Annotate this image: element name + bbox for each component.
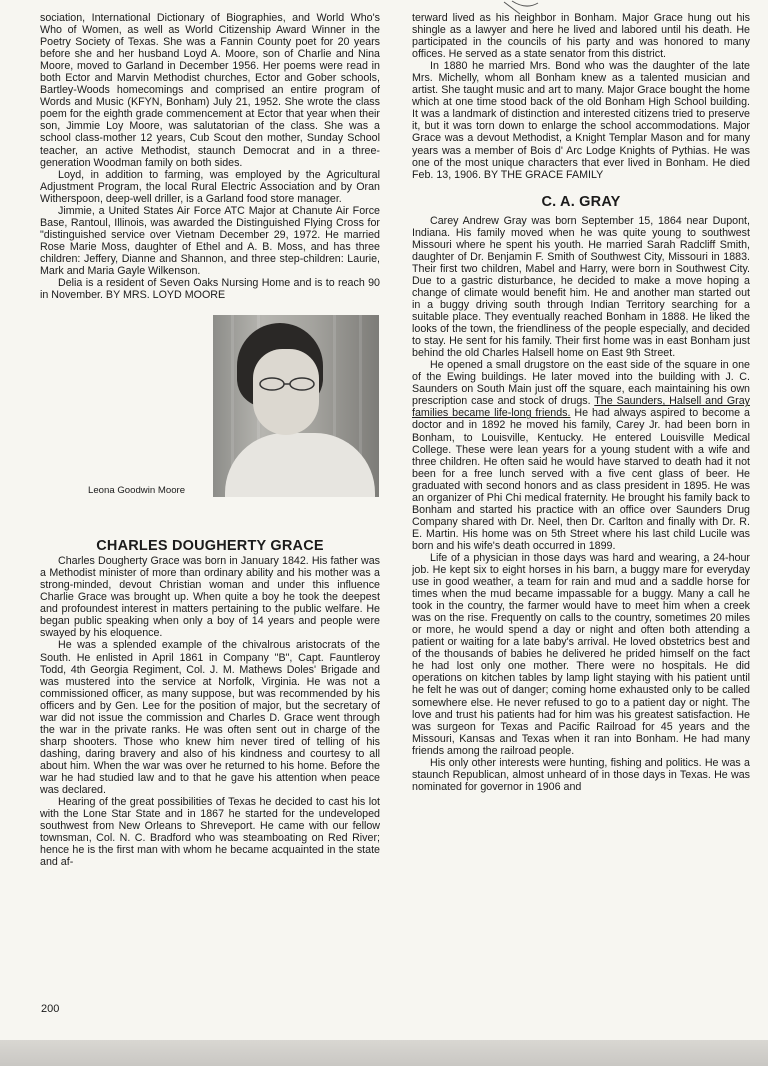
moore-paragraph: sociation, International Dictionary of Biographies, and World Who's Who of Women, as well as World Citizenship Award Winner in the Poetry Society of Texas. She was a Fannin County poet for 20 years before she and her husband Loyd A. Moore, son of Charlie and Nina Moore, moved to Garland in December 1956. Her poems were read in both Ector and Marvin Methodist churches, Ector and Gober schools, Bartley-Woods homecomings and comprised an entire program of Words and Music (KFYN, Bonham) July 21, 1952. She wrote the class poem for the eighth grade commencement at Ector that year when their son, Jimmie Loy Moore, was salutatorian of the class. She was a school class-mother 12 years, Cub Scout den mother, Sunday School teacher, an active Methodist, staunch Democrat and in a three-generation Woodman family on both sides. bbox=[40, 12, 380, 169]
gray-text: He had always aspired to become a doctor and in 1892 he moved his family, Carey Jr. had been born in Bonham, to Louisville, Kentucky. He entered Louisville Medical College. These were lean years for a young student with a wife and three children. He often said he would have starved to death had it not been for a free lunch served with a five cent glass of beer. He graduated with second honors and as class president in 1895. He was an organizer of Phi Chi medical fraternity. He brought his family back to Bonham and started his practice with an office over Saunders Drug Company shared with Dr. Neel, then Dr. Carlton and finally with Dr. R. E. Martin. His home was on 5th Street where his last child Lucile was born and his wife's death occurred in 1899. bbox=[412, 407, 750, 552]
moore-paragraph: Jimmie, a United States Air Force ATC Major at Chanute Air Force Base, Rantoul, Illinois, was awarded the Distinguished Flying Cross for "distinguished service over Vietnam December 29, 1972. He married Rose Marie Moss, daughter of Ethel and A. B. Moss, and has three children: Jeffery, Dianne and Shannon, and three step-children: Laurie, Mark and Maria Gayle Wilkenson. bbox=[40, 204, 380, 277]
page-number: 200 bbox=[41, 1003, 60, 1015]
photo-caption: Leona Goodwin Moore bbox=[88, 485, 186, 497]
portrait-photo bbox=[213, 315, 379, 497]
grace-paragraph: Charles Dougherty Grace was born in January 1842. His father was a Methodist minister of more than ordinary ability and his mother was a strong-minded, devout Christian woman and under this influence Charlie Grace was brought up. When quite a boy he took the deepest and profoundest interest in matters pertaining to the public welfare. He began public speaking when only a boy of 14 years and people were swayed by his eloquence. bbox=[40, 555, 380, 640]
moore-paragraph: Loyd, in addition to farming, was employed by the Agricultural Adjustment Program, the local Rural Electric Association and by Oran Witherspoon, deep-well driller, is a Garland food store manager. bbox=[40, 168, 380, 205]
grace-paragraph: Hearing of the great possibilities of Texas he decided to cast his lot with the Lone Star State and in 1867 he started for the undeveloped southwest from New Orleans to Shreveport. He came with our fellow townsman, Col. N. C. Bradford who was steamboating on Red River; hence he is the first man with whom he became acquainted in the state and af- bbox=[40, 796, 380, 869]
photo-block bbox=[40, 315, 380, 537]
moore-paragraph: Delia is a resident of Seven Oaks Nursing Home and is to reach 90 in November. BY MRS. LOYD MOORE bbox=[40, 277, 380, 302]
grace-paragraph: He was a splended example of the chivalrous aristocrats of the South. He enlisted in April 1861 in Company "B", Capt. Fauntleroy Todd, 4th Georgia Regiment, Col. J. M. Mathews Doles' Brigade and was mustered into the service at Norfolk, Virginia. He was not a commissioned officer, as many suppose, but was recommended by his officers and by Gen. Lee for the position of major, but the secretary of war did not issue the commission and Charles D. Grace went through the war in the private ranks. He was often sent out in charge of the sharp shooters. Those who knew him never tired of telling of his dashing, daring bravery and also of his kindness and courtesy to all about him. When the war was over he returned to his home. Before the war he had studied law and to that he gave his attention when peace was declared. bbox=[40, 639, 380, 797]
right-column bbox=[412, 12, 750, 793]
gray-paragraph: His only other interests were hunting, fishing and politics. He was a staunch Republican, almost unheard of in those days in Texas. He was nominated for governor in 1906 and bbox=[412, 756, 750, 793]
gray-text: He opened a small drugstore on the east side of the square in one of the Ewing buildings. He later moved into the building with J. C. Saunders on South Main just off the square, each maintaining his own prescription case and stock of drugs. bbox=[412, 359, 750, 408]
underlined-text: The Saunders, Halsell and Gray families became life-long friends. bbox=[412, 395, 750, 420]
gray-heading: C. A. GRAY bbox=[541, 193, 621, 210]
grace-paragraph: In 1880 he married Mrs. Bond who was the daughter of the late Mrs. Michelly, whom all Bonham knew as a talented musician and artist. She taught music and art to many. Major Grace bought the home which at one time stood back of the old Bonham High School building. It was a landmark of distinction and interested citizens tried to preserve it, but it was torn down to enlarge the school accommodations. Major Grace was a devout Methodist, a Knight Templar Mason and for many years was a member of Bois d' Arc Lodge Knights of Pythias. He was one of the most unique characters that ever lived in Bonham. He died Feb. 13, 1906. BY THE GRACE FAMILY bbox=[412, 60, 750, 181]
gray-paragraph bbox=[412, 359, 750, 552]
grace-heading: CHARLES DOUGHERTY GRACE bbox=[96, 538, 324, 555]
gray-paragraph: Life of a physician in those days was hard and wearing, a 24-hour job. He kept six to eight horses in his barn, a buggy mare for everyday use in good weather, a team for rain and mud and a saddle horse for times when the mud became impassable for a buggy. Many a call he took in the country, the farmer would have to meet him when a creek was on the rise. Frequently on calls to the country, sometimes 20 miles or more, he would spend a day or night and often both attending a patient or waiting for a late baby's arrival. He loved obstetrics best and of the thousands of babies he delivered he prided himself on the fact he had lost only one mother. There were no hospitals. He did operations on kitchen tables by lamp light staying with his patient until he felt he was out of danger; coming home exhausted only to be called somewhere else. He never refused to go to a patient day or night. The love and trust his patients had for him was his greatest satisfaction. He was surgeon for Texas and Pacific Railroad for 45 years and the Missouri, Kansas and Texas when it ran into Bonham. He had many friends among the railroad people. bbox=[412, 551, 750, 757]
scan-edge bbox=[0, 1040, 768, 1066]
gray-paragraph: Carey Andrew Gray was born September 15, 1864 near Dupont, Indiana. His family moved when he was quite young to southwest Missouri where he spent his youth. He married Sarah Radcliff Smith, daughter of Dr. Benjamin F. Smith of Southwest City, Missouri in 1883. Their first two children, Mabel and Harry, were born in Southwest City. Due to a gastric disturbance, he decided to make a move hoping a change of climate would benefit him. He and another man started out in a buggy driving south through Indian Territory searching for a suitable place. They eventually reached Bonham in 1888. He liked the looks of the town, the friendliness of the people especially, and decided to stay. He sent for his family. Their first home was in east Bonham just behind the old Charles Halsell home on East 9th Street. bbox=[412, 214, 750, 360]
left-column bbox=[40, 12, 380, 868]
grace-paragraph: terward lived as his neighbor in Bonham. Major Grace hung out his shingle as a lawyer and here he lived and labored until his death. He participated in the councils of his party and was honored to many offices. He served as a state senator from this district. bbox=[412, 12, 750, 61]
